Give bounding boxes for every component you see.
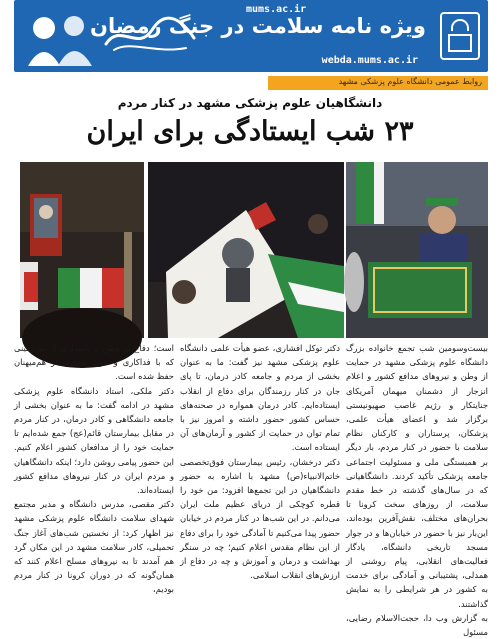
publisher-label: روابط عمومی دانشگاه علوم پزشکی مشهد <box>338 77 482 86</box>
webda-url: webda.mums.ac.ir <box>321 55 418 66</box>
paragraph: است؛ دفاع از وطن و پاسداری از سرزمینی که با فداکاری و خون بسیاری از هم‌میهنان حفظ شده است. <box>14 343 174 382</box>
paragraph: بیست‌وسومین شب تجمع خانواده بزرگ دانشگاه علوم پزشکی مشهد در حمایت از وطن و نیروهای مدافع کشور و اعلام انزجار از دشمنان میهمان آمریکای جنایتکار و رژیم غاصب صهیونیستی برگزار شد و اعضای هیأت علمی، پزشکان، پرستاران و کارکنان نظام سلامت با حضور در کنار مردم، بار دیگر بر همبستگی ملی و مسئولیت اجتماعی جامعه پزشکی تأکید کردند. دانشگاهیانی که در سال‌های گذشته در خط مقدم سلامت، از روزهای سخت کرونا تا بحران‌های مختلف، نقش‌آفرین بوده‌اند، این‌بار نیز با حضور در خیابان‌ها و در جوار مسجد تاریخی دانشگاه، یادگار فعالیت‌های انقلابی، پیام روشنی از همدلی، پشتیبانی و آمادگی برای خدمت به کشور در هر شرایطی را به نمایش گذاشتند. <box>346 343 488 609</box>
header-banner <box>14 0 488 72</box>
paragraph: دکتر ملکی، استاد دانشگاه علوم پزشکی مشهد در ادامه گفت: ما به عنوان بخشی از جامعه دانشگاهی و کادر درمان، در کنار مردم در مقابل بیمارستان قائم(عج) جمع شده‌ایم تا حمایت خود را از مدافعان کشور اعلام کنیم. این حضور پیامی روشن دارد؛ اینکه دانشگاهیان و مردم ایران در کنار نیروهای مدافع کشور ایستاده‌اند. <box>14 385 174 496</box>
photo-night-rally-portrait <box>20 162 144 338</box>
paragraph: دکتر درخشان، رئیس بیمارستان فوق‌تخصصی خاتم‌الانبیاء(ص) مشهد با اشاره به حضور دانشگاهیان در این تجمع‌ها افزود: من خود را قطره کوچکی از دریای عظیم ملت ایران می‌دانم. در این شب‌ها در کنار مردم در خیابان حضور پیدا می‌کنیم تا آمادگی خود را برای دفاع از این نظام مقدس اعلام کنیم؛ چه در سنگر بهداشت و درمان و آموزش و چه در دفاع از ارزش‌های انقلاب اسلامی. <box>180 456 340 581</box>
photo-man-with-flag <box>346 162 488 338</box>
article-column-center <box>180 341 340 581</box>
article-kicker: دانشگاهیان علوم پزشکی مشهد در کنار مردم <box>117 96 383 110</box>
paragraph: به گزارش وب دا، حجت‌الاسلام رضایی، مسئول <box>346 612 488 638</box>
leaders-portrait-illustration <box>22 6 96 66</box>
photo-crowd-with-banner <box>148 162 344 338</box>
article-column-right <box>346 341 488 638</box>
website-url: mums.ac.ir <box>246 4 307 15</box>
banner-title: ویژه نامه سلامت در جنگ رمضان <box>90 14 426 38</box>
paragraph: دکتر توکل افشاری، عضو هیأت علمی دانشگاه علوم پزشکی مشهد نیز گفت: ما به عنوان بخشی از مردم و جامعه کادر درمان، تا پای جان در کنار رزمندگان برای دفاع از انقلاب ایستاده‌ایم. کادر درمان همواره در صحنه‌های حساس کشور حضور داشته و امروز نیز با تمام توان در حمایت از کشور و آرمان‌های آن ایستاده است. <box>180 343 340 453</box>
article-headline: ۲۳ شب ایستادگی برای ایران <box>86 116 414 147</box>
paragraph: دکتر مقصی، مدرس دانشگاه و مدیر مجتمع شهدای سلامت دانشگاه علوم پزشکی مشهد نیز اظهار کرد: از نخستین شب‌های آغاز جنگ تحمیلی، کادر سلامت مشهد در این مکان گرد هم آمدند تا به نیروهای مسلح اعلام کنند که همان‌گونه که در دوران کرونا در کنار مردم بودیم، <box>14 499 174 595</box>
university-emblem-icon <box>440 12 480 60</box>
calligraphy-ornament <box>100 14 200 56</box>
article-column-left <box>14 341 174 595</box>
publisher-ribbon <box>268 76 488 90</box>
